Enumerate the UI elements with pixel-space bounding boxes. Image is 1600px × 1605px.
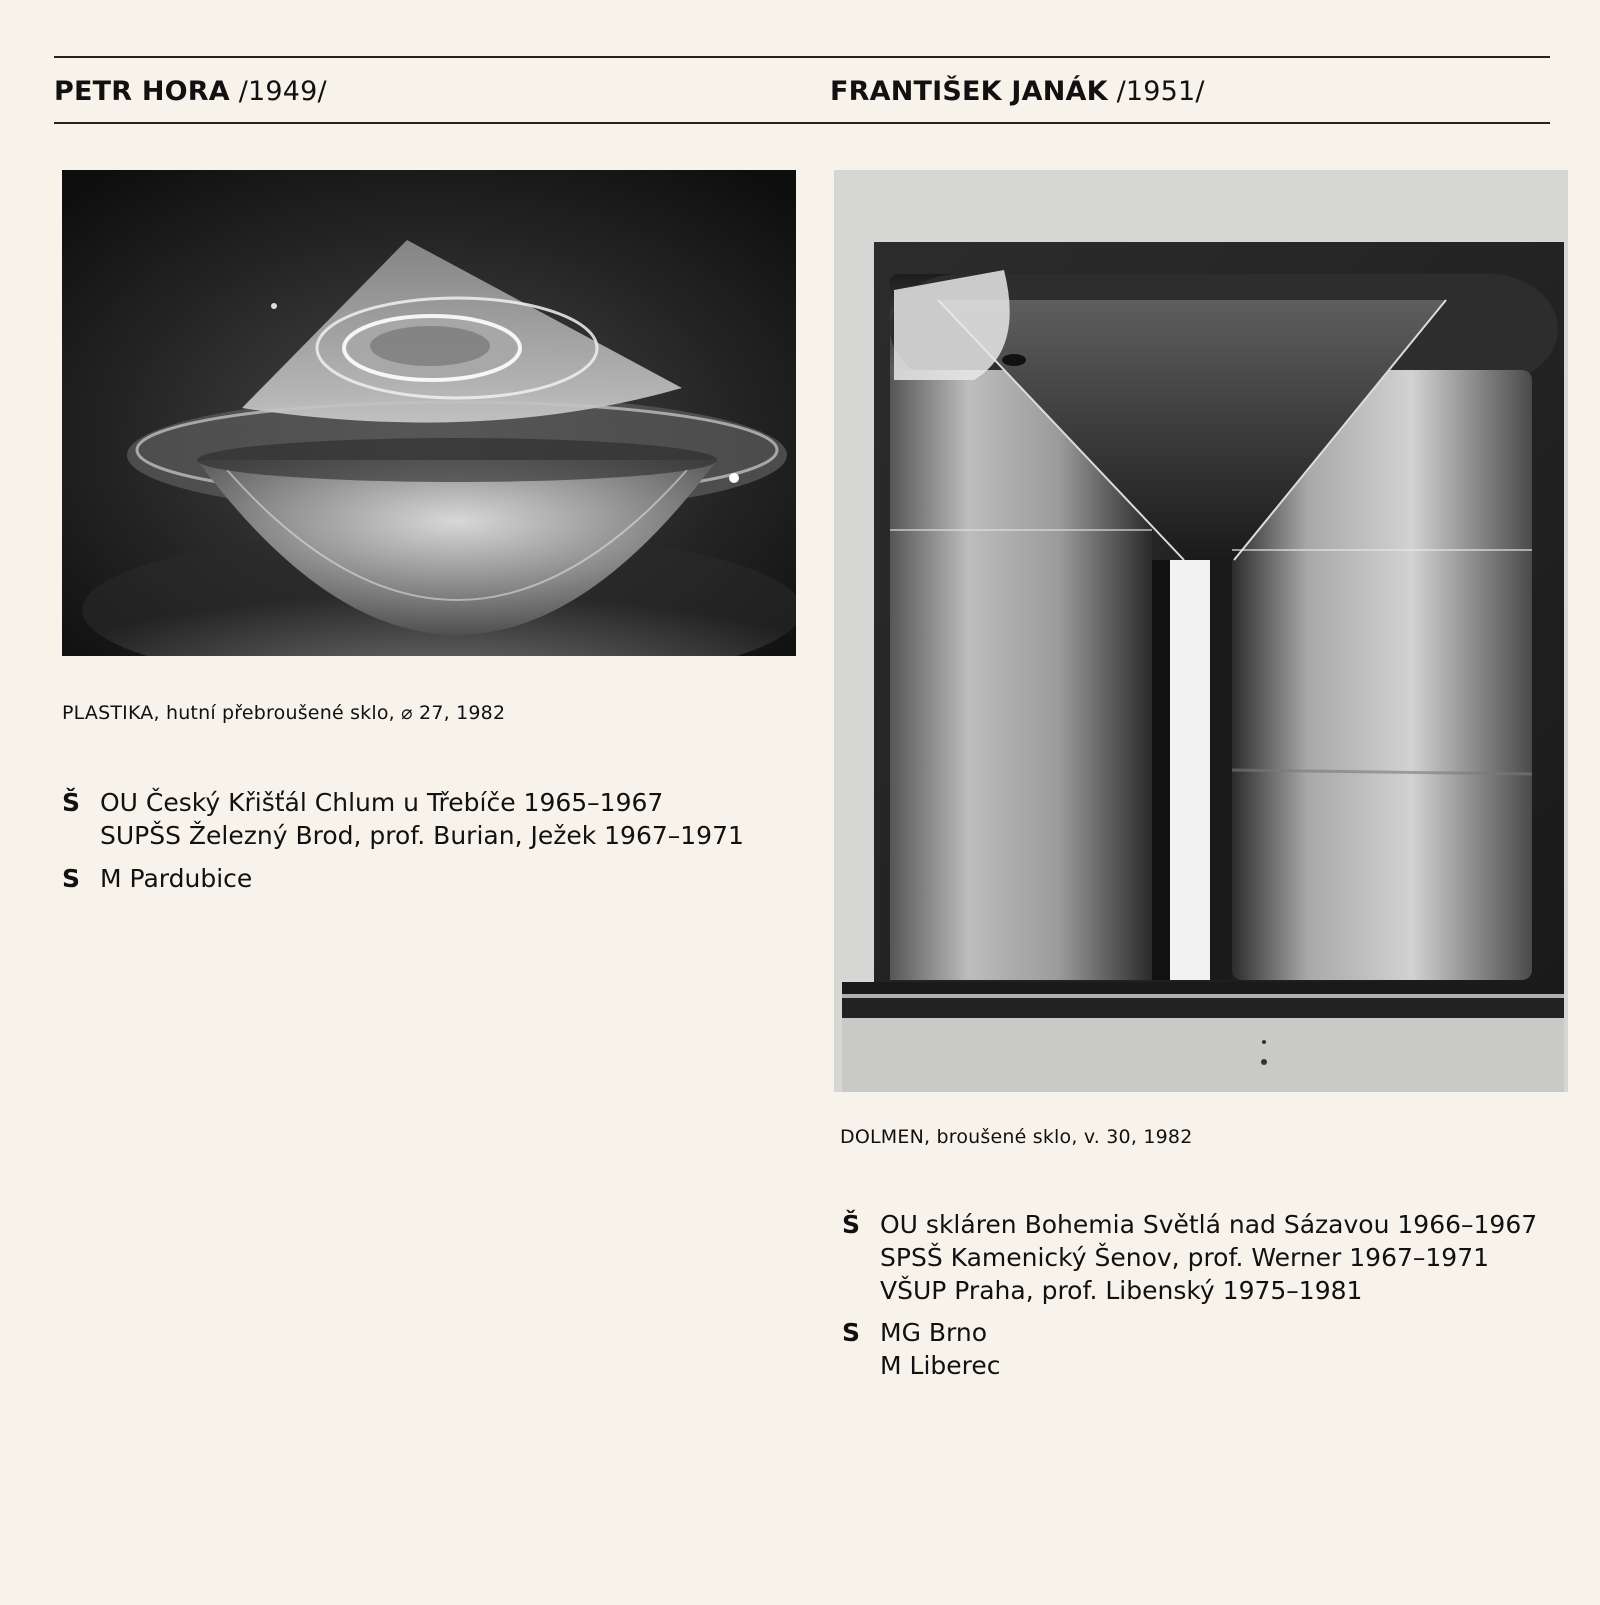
education-line: SPSŠ Kamenický Šenov, prof. Werner 1967–1971 [880,1243,1490,1272]
glass-sculpture-image [62,170,796,656]
education-line: VŠUP Praha, prof. Libenský 1975–1981 [880,1276,1363,1305]
top-rule [54,56,1550,58]
collection-line: MG Brno [880,1318,988,1347]
education-line: SUPŠS Železný Brod, prof. Burian, Ježek 1967–1971 [100,821,744,850]
education-marker: Š [62,788,81,817]
collections-marker: S [62,864,81,893]
artist-name: PETR HORA [54,76,230,107]
photo-plastika [62,170,796,656]
artist-year: /1949/ [238,76,327,107]
collection-line: M Liberec [880,1351,1001,1380]
bottom-rule [54,122,1550,124]
collections-marker: S [842,1318,861,1347]
education-marker: Š [842,1210,861,1239]
photo-caption: DOLMEN, broušené sklo, v. 30, 1982 [840,1126,1193,1148]
artist-heading-right [830,76,1205,107]
collection-line: M Pardubice [100,864,253,893]
education-line: OU skláren Bohemia Světlá nad Sázavou 1966–1967 [880,1210,1538,1239]
photo-caption: PLASTIKA, hutní přebroušené sklo, ⌀ 27, 1982 [62,702,506,724]
dolmen-sculpture-image [834,170,1568,1092]
education-line: OU Český Křišťál Chlum u Třebíče 1965–1967 [100,788,664,817]
artist-heading-left [54,76,327,107]
artist-name: FRANTIŠEK JANÁK [830,76,1108,107]
photo-dolmen [834,170,1568,1092]
artist-year: /1951/ [1116,76,1205,107]
